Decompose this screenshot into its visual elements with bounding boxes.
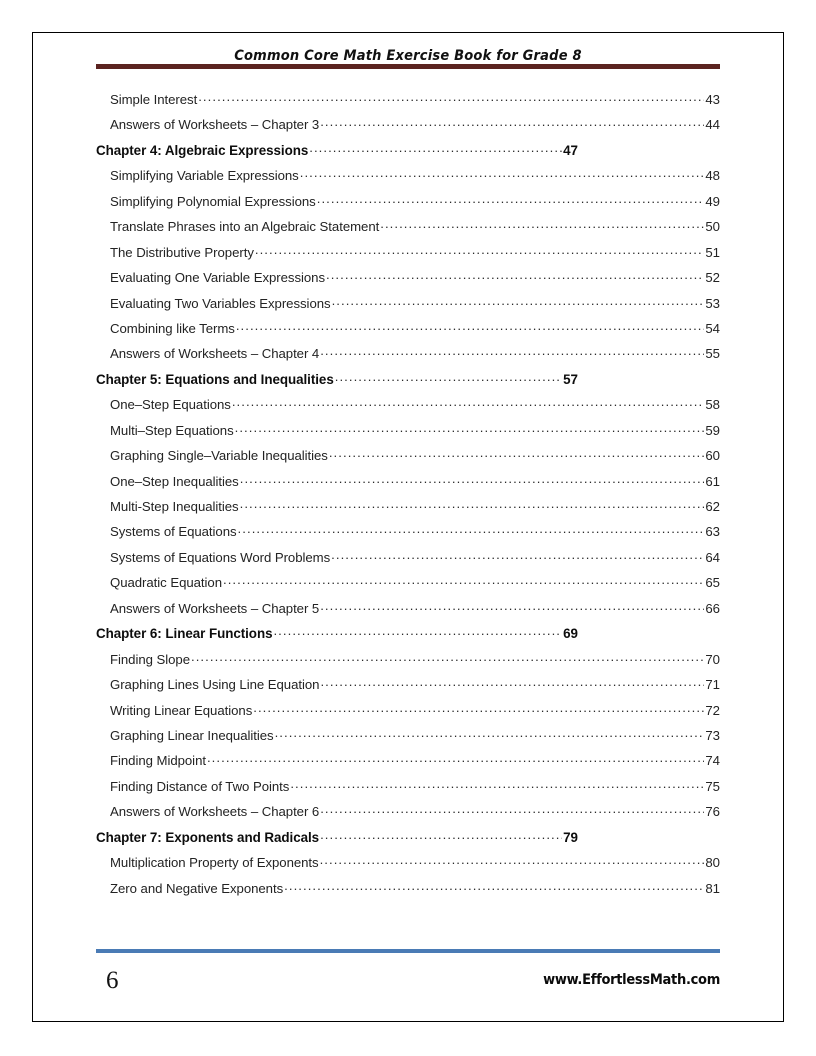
toc-dot-leader — [320, 854, 705, 867]
toc-page-number: 72 — [705, 702, 720, 718]
toc-entry-label: Graphing Lines Using Line Equation — [110, 677, 320, 693]
toc-entry-row[interactable] — [96, 91, 720, 116]
toc-entry-label: Finding Midpoint — [110, 753, 206, 769]
toc-entry-label: One–Step Inequalities — [110, 473, 239, 489]
toc-dot-leader — [317, 193, 705, 206]
toc-dot-leader — [191, 651, 704, 664]
toc-entry-label: Quadratic Equation — [110, 575, 222, 591]
toc-entry-label: Simplifying Variable Expressions — [110, 168, 299, 184]
toc-dot-leader — [320, 803, 704, 816]
toc-chapter-label: Chapter 5: Equations and Inequalities — [96, 371, 334, 387]
toc-page-number: 80 — [705, 855, 720, 871]
toc-page-number: 49 — [705, 193, 720, 209]
toc-entry-label: Answers of Worksheets – Chapter 4 — [110, 346, 320, 362]
toc-entry-label: Evaluating One Variable Expressions — [110, 270, 325, 286]
toc-dot-leader — [320, 345, 704, 358]
toc-entry-row[interactable] — [96, 396, 720, 421]
toc-entry-row[interactable] — [96, 549, 720, 574]
toc-dot-leader — [235, 422, 705, 435]
toc-page-number: 59 — [705, 422, 720, 438]
toc-entry-label: Graphing Single–Variable Inequalities — [110, 448, 328, 464]
toc-entry-row[interactable] — [96, 702, 720, 727]
toc-chapter-label: Chapter 6: Linear Functions — [96, 626, 273, 642]
toc-dot-leader — [284, 880, 704, 893]
toc-entry-label: Translate Phrases into an Algebraic Statement — [110, 219, 380, 235]
toc-entry-row[interactable] — [96, 854, 720, 879]
toc-entry-label: Multiplication Property of Exponents — [110, 855, 319, 871]
toc-dot-leader — [332, 295, 705, 308]
toc-page-number: 61 — [705, 473, 720, 489]
toc-page-number: 48 — [705, 168, 720, 184]
toc-dot-leader — [300, 167, 705, 180]
toc-entry-row[interactable] — [96, 345, 720, 370]
running-header — [96, 47, 720, 65]
toc-entry-label: Answers of Worksheets – Chapter 5 — [110, 600, 320, 616]
toc-page-number: 47 — [563, 142, 578, 158]
toc-entry-row[interactable] — [96, 218, 720, 243]
toc-entry-row[interactable] — [96, 574, 720, 599]
toc-dot-leader — [255, 244, 704, 257]
toc-dot-leader — [320, 829, 562, 842]
toc-dot-leader — [232, 396, 705, 409]
toc-entry-row[interactable] — [96, 676, 720, 701]
toc-entry-row[interactable] — [96, 295, 720, 320]
toc-page-number: 75 — [705, 778, 720, 794]
toc-dot-leader — [198, 91, 704, 104]
toc-dot-leader — [320, 600, 704, 613]
toc-dot-leader — [236, 320, 705, 333]
toc-dot-leader — [207, 752, 704, 765]
toc-entry-row[interactable] — [96, 880, 720, 905]
toc-entry-label: Evaluating Two Variables Expressions — [110, 295, 331, 311]
toc-entry-label: Zero and Negative Exponents — [110, 880, 284, 896]
toc-entry-label: Answers of Worksheets – Chapter 6 — [110, 804, 320, 820]
toc-entry-row[interactable] — [96, 422, 720, 447]
toc-page-number: 63 — [705, 524, 720, 540]
toc-entry-row[interactable] — [96, 167, 720, 192]
toc-entry-label: Simple Interest — [110, 92, 198, 107]
toc-page-number: 60 — [705, 448, 720, 464]
toc-entry-row[interactable] — [96, 193, 720, 218]
toc-entry-row[interactable] — [96, 727, 720, 752]
toc-entry-row[interactable] — [96, 600, 720, 625]
page-footer — [96, 958, 720, 1002]
toc-page-number: 58 — [705, 397, 720, 413]
toc-dot-leader — [290, 778, 704, 791]
toc-page-number: 55 — [705, 346, 720, 362]
toc-page-number: 79 — [563, 829, 578, 845]
toc-entry-row[interactable] — [96, 116, 720, 141]
toc-page-number: 52 — [705, 270, 720, 286]
toc-page-number: 69 — [563, 626, 578, 642]
toc-entry-label: Finding Distance of Two Points — [110, 778, 290, 794]
toc-entry-label: Multi-Step Inequalities — [110, 499, 239, 514]
toc-page-number: 44 — [705, 117, 720, 133]
footer-website-link[interactable]: www.EffortlessMath.com — [543, 972, 720, 988]
toc-entry-label: Answers of Worksheets – Chapter 3 — [110, 117, 320, 133]
toc-page-number: 50 — [705, 219, 720, 235]
footer-rule — [96, 949, 720, 953]
toc-chapter-label: Chapter 4: Algebraic Expressions — [96, 142, 309, 158]
toc-page-number: 64 — [705, 549, 720, 565]
toc-page-number: 66 — [705, 600, 720, 616]
toc-entry-row[interactable] — [96, 473, 720, 498]
toc-dot-leader — [320, 676, 704, 689]
header-rule — [96, 64, 720, 69]
toc-page-number: 62 — [705, 499, 720, 514]
toc-dot-leader — [223, 574, 704, 587]
toc-dot-leader — [320, 116, 704, 129]
toc-page-number: 76 — [705, 804, 720, 820]
toc-entry-row[interactable] — [96, 778, 720, 803]
toc-dot-leader — [326, 269, 704, 282]
toc-dot-leader — [331, 549, 704, 562]
toc-entry-row[interactable] — [96, 320, 720, 345]
toc-entry-row[interactable] — [96, 447, 720, 472]
toc-entry-row[interactable] — [96, 269, 720, 294]
toc-entry-row[interactable] — [96, 752, 720, 777]
toc-dot-leader — [238, 523, 705, 536]
toc-page-number: 71 — [705, 677, 720, 693]
toc-page-number: 53 — [705, 295, 720, 311]
toc-page-number: 73 — [705, 727, 720, 743]
toc-page-number: 70 — [705, 651, 720, 667]
toc-entry-label: Combining like Terms — [110, 320, 235, 336]
toc-page-number: 74 — [705, 753, 720, 769]
toc-entry-label: Writing Linear Equations — [110, 702, 253, 718]
toc-chapter-label: Chapter 7: Exponents and Radicals — [96, 829, 320, 845]
toc-dot-leader — [273, 625, 562, 638]
toc-entry-row[interactable] — [96, 803, 720, 828]
toc-dot-leader — [309, 142, 562, 155]
toc-entry-label: One–Step Equations — [110, 397, 231, 413]
toc-chapter-row[interactable] — [96, 829, 720, 854]
toc-dot-leader — [329, 447, 704, 460]
toc-page-number: 54 — [705, 320, 720, 336]
toc-dot-leader — [380, 218, 704, 231]
toc-entry-label: Systems of Equations Word Problems — [110, 549, 331, 565]
toc-entry-label: Multi–Step Equations — [110, 422, 234, 438]
toc-entry-row[interactable] — [96, 498, 720, 523]
toc-entry-row[interactable] — [96, 651, 720, 676]
toc-entry-label: Systems of Equations — [110, 524, 237, 540]
toc-entry-row[interactable] — [96, 523, 720, 548]
toc-page-number: 43 — [705, 92, 720, 107]
toc-chapter-row[interactable] — [96, 625, 720, 650]
toc-entry-label: Graphing Linear Inequalities — [110, 727, 274, 743]
table-of-contents — [96, 91, 720, 905]
toc-entry-label: Simplifying Polynomial Expressions — [110, 193, 316, 209]
toc-entry-label: Finding Slope — [110, 651, 190, 667]
toc-page-number: 57 — [563, 371, 578, 387]
toc-dot-leader — [335, 371, 562, 384]
toc-entry-row[interactable] — [96, 244, 720, 269]
toc-dot-leader — [240, 498, 705, 511]
toc-chapter-row[interactable] — [96, 371, 720, 396]
toc-page-number: 81 — [705, 880, 720, 896]
toc-page-number: 51 — [705, 244, 720, 260]
footer-page-number: 6 — [106, 966, 119, 994]
toc-page-number: 65 — [705, 575, 720, 591]
running-header-title: Common Core Math Exercise Book for Grade 8 — [234, 48, 582, 64]
toc-dot-leader — [275, 727, 705, 740]
toc-dot-leader — [240, 473, 705, 486]
toc-chapter-row[interactable] — [96, 142, 720, 167]
toc-dot-leader — [253, 702, 704, 715]
toc-entry-label: The Distributive Property — [110, 244, 254, 260]
page-content — [96, 0, 720, 1056]
